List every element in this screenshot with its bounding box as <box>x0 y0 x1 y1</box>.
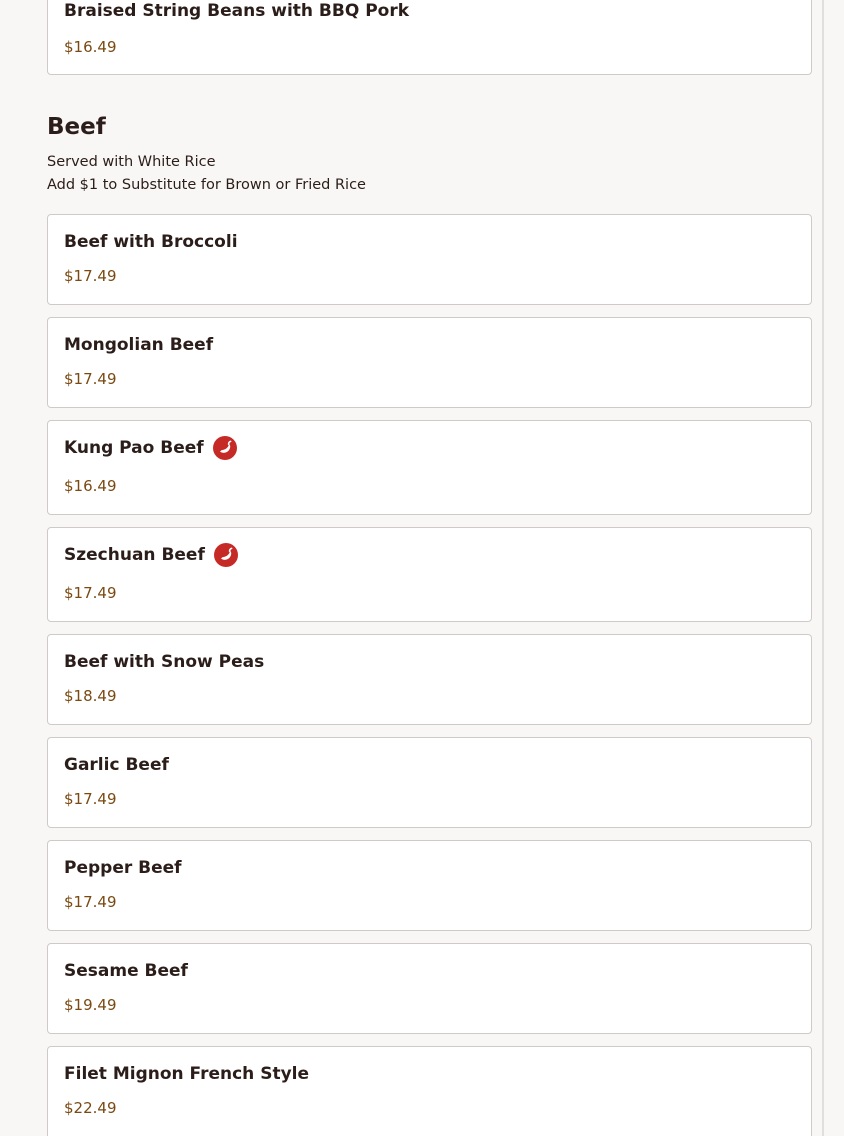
menu-item-card[interactable] <box>47 634 812 725</box>
menu-item-price: $17.49 <box>64 790 117 808</box>
menu-item-name-text: Szechuan Beef <box>64 545 205 565</box>
menu-item-price: $17.49 <box>64 584 117 602</box>
menu-item-price: $16.49 <box>64 477 117 495</box>
menu-item-name-text: Sesame Beef <box>64 961 188 981</box>
chili-pepper-icon <box>213 436 237 460</box>
menu-item-price: $17.49 <box>64 370 117 388</box>
menu-item-name-text: Kung Pao Beef <box>64 438 204 458</box>
menu-item-price: $22.49 <box>64 1099 117 1117</box>
menu-item-price: $16.49 <box>64 38 117 56</box>
menu-item-card[interactable] <box>47 737 812 828</box>
menu-item-name <box>64 335 213 355</box>
menu-item-name: Braised String Beans with BBQ Pork <box>64 1 410 21</box>
menu-item-card[interactable] <box>47 420 812 515</box>
menu-item-card[interactable] <box>47 943 812 1034</box>
section-description-line: Served with White Rice <box>47 154 216 170</box>
menu-item-name <box>64 858 182 878</box>
menu-item-card[interactable] <box>47 527 812 622</box>
menu-item-name <box>64 961 188 981</box>
section-description-line: Add $1 to Substitute for Brown or Fried Rice <box>47 177 366 193</box>
menu-item-card[interactable] <box>47 0 812 75</box>
menu-item-name <box>64 436 237 460</box>
menu-item-name-text: Beef with Snow Peas <box>64 652 265 672</box>
menu-item-name-text: Pepper Beef <box>64 858 182 878</box>
menu-item-name <box>64 652 264 672</box>
menu-item-price: $19.49 <box>64 996 117 1014</box>
menu-item-name-text: Beef with Broccoli <box>64 232 238 252</box>
chili-pepper-icon <box>214 543 238 567</box>
menu-item-name <box>64 232 238 252</box>
menu-item-name <box>64 755 169 775</box>
menu-item-card[interactable] <box>47 840 812 931</box>
menu-item-price: $17.49 <box>64 267 117 285</box>
menu-item-name-text: Garlic Beef <box>64 755 169 775</box>
menu-item-price: $18.49 <box>64 687 117 705</box>
menu-item-name-text: Filet Mignon French Style <box>64 1064 310 1084</box>
menu-item-name <box>64 543 238 567</box>
menu-item-card[interactable] <box>47 1046 812 1136</box>
menu-item-card[interactable] <box>47 214 812 305</box>
menu-item-name <box>64 1064 309 1084</box>
section-title: Beef <box>47 114 106 140</box>
menu-item-card[interactable] <box>47 317 812 408</box>
menu-item-price: $17.49 <box>64 893 117 911</box>
content-divider <box>822 0 824 1136</box>
menu-item-name-text: Mongolian Beef <box>64 335 214 355</box>
